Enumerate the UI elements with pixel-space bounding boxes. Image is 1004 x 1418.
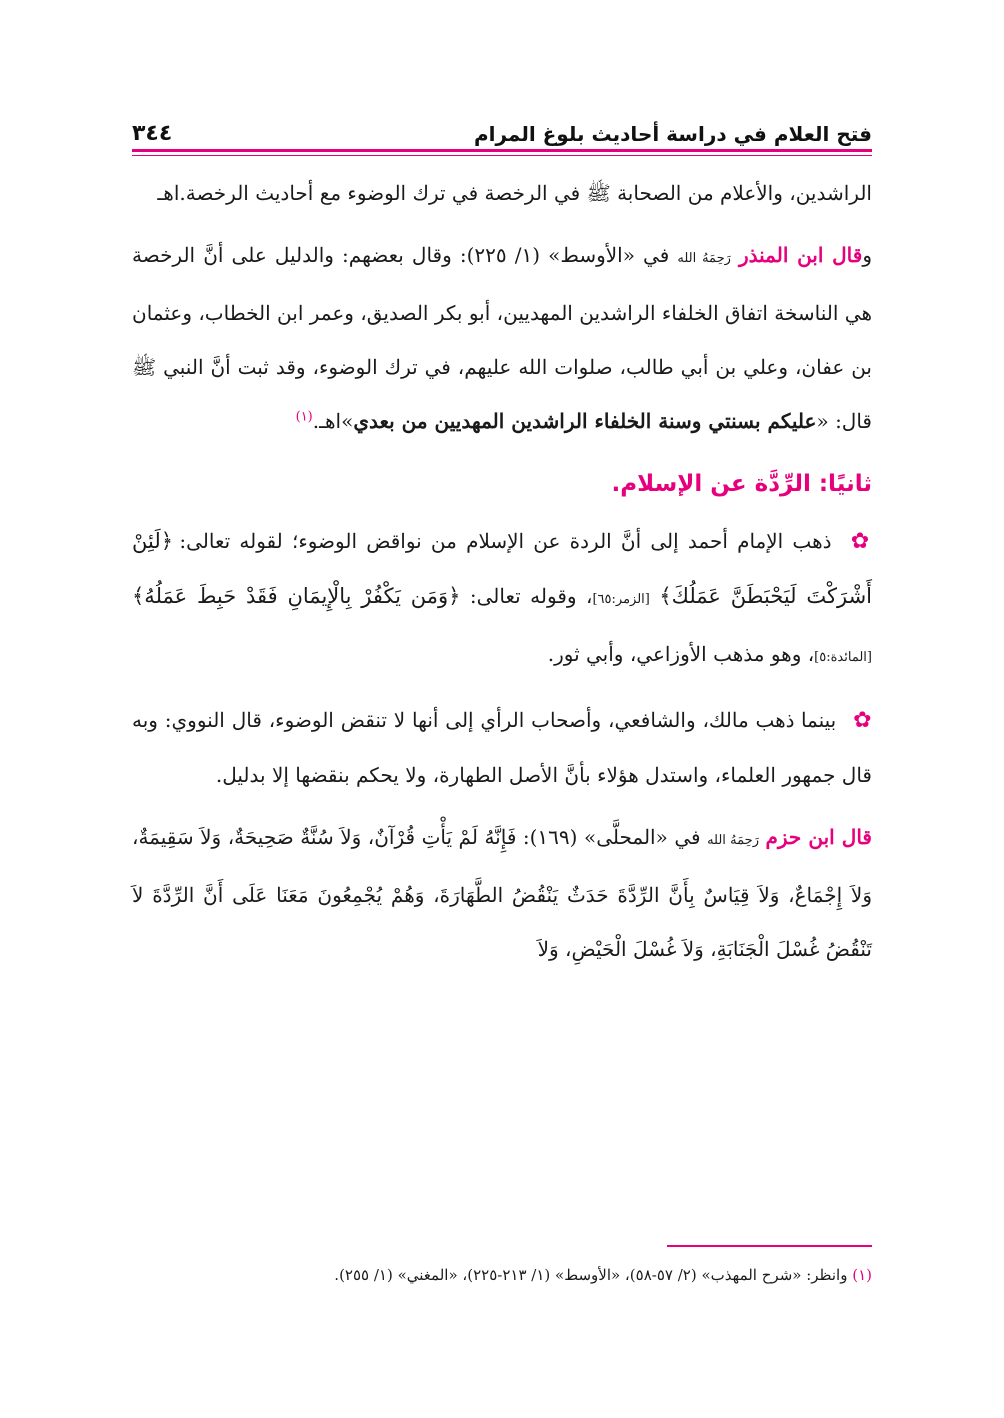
footnote-text: وانظر: «شرح المهذب» (٢/ ٥٧-٥٨)، «الأوسط» (١/ ٢١٣-٢٢٥)، «المغني» (١/ ٢٥٥). <box>334 1266 848 1284</box>
header-rule-thick <box>132 149 872 152</box>
speaker-ibn-al-mundhir: قال ابن المنذر <box>738 243 863 267</box>
verse-reference-2: [المائدة:٥] <box>814 650 872 665</box>
paragraph-5 <box>132 810 872 976</box>
paragraph-3-end: ، وهو مذهب الأوزاعي، وأبي ثور. <box>547 642 815 666</box>
paragraph-1 <box>132 166 872 220</box>
quran-verse-2: ﴿وَمَن يَكْفُرْ بِالْإِيمَانِ فَقَدْ حَبِطَ عَمَلُهُ﴾ <box>132 584 461 608</box>
footnote-separator <box>667 1245 872 1247</box>
flower-bullet-icon: ✿ <box>853 708 872 733</box>
section-heading: ثانيًا: الرِّدَّة عن الإسلام. <box>611 471 872 497</box>
running-title: فتح العلام في دراسة أحاديث بلوغ المرام <box>473 122 872 146</box>
footnote <box>132 1262 872 1288</box>
paragraph-5-text: في «المحلَّى» (١٦٩): فَإِنَّهُ لَمْ يَأْتِ قُرْآنٌ، وَلاَ سُنَّةٌ صَحِيحَةٌ، وَلاَ سَقِيمَةٌ، وَلاَ إِجْمَاعٌ، وَلاَ قِيَاسٌ بِأَنَّ الرِّدَّةَ حَدَثٌ يَنْقُضُ الطَّهَارَةَ، وَهُمْ يُجْمِعُونَ مَعَنَا عَلَى أَنَّ الرِّدَّةَ لاَ تَنْقُضُ غُسْلَ الْجَنَابَةِ، وَلاَ غُسْلَ الْحَيْضِ، وَلاَ <box>132 825 872 961</box>
paragraph-2 <box>132 228 872 448</box>
page-header <box>132 112 872 146</box>
paragraph-2-text: في «الأوسط» (١/ ٢٢٥): وقال بعضهم: والدليل على أنَّ الرخصة هي الناسخة اتفاق الخلفاء الراشدين المهديين، أبو بكر الصديق، وعمر ابن الخطاب، وعثمان بن عفان، وعلي بن أبي طالب، صلوات الله عليهم، في ترك الوضوء، وقد ثبت أنَّ النبي ﷺ قال: « <box>132 243 872 433</box>
paragraph-4-text: بينما ذهب مالك، والشافعي، وأصحاب الرأي إلى أنها لا تنقض الوضوء، قال النووي: وبه قال جمهور العلماء، واستدل هؤلاء بأنَّ الأصل الطهارة، ولا يحكم بنقضها إلا بدليل. <box>132 708 872 787</box>
paragraph-2-ending: »اهـ. <box>312 409 354 433</box>
paragraph-3-text: ذهب الإمام أحمد إلى أنَّ الردة عن الإسلام من نواقض الوضوء؛ لقوله تعالى: <box>179 529 832 553</box>
header-rule-thin <box>132 155 872 156</box>
footnote-number: (١) <box>852 1266 872 1284</box>
honorific-2: رَحِمَهُ الله <box>707 833 759 848</box>
verse-reference-1: [الزمر:٦٥] <box>592 592 650 607</box>
honorific-1: رَحِمَهُ الله <box>677 251 731 266</box>
footnote-reference[interactable]: (١) <box>295 409 313 425</box>
paragraph-1-text: الراشدين، والأعلام من الصحابة ﷺ في الرخصة في ترك الوضوء مع أحاديث الرخصة.اهـ <box>157 181 872 205</box>
paragraph-3-mid: ، وقوله تعالى: <box>469 584 593 608</box>
paragraph-3 <box>132 514 872 685</box>
speaker-ibn-hazm: قال ابن حزم <box>765 825 872 849</box>
paragraph-2-lead: و <box>862 243 872 267</box>
paragraph-4 <box>132 693 872 802</box>
hadith-quote: عليكم بسنتي وسنة الخلفاء الراشدين المهديين من بعدي <box>353 409 817 433</box>
page-body <box>132 166 872 984</box>
quran-verse-1: ﴿لَئِنْ أَشْرَكْتَ لَيَحْبَطَنَّ عَمَلُكَ﴾ <box>132 529 873 608</box>
page-number: ٣٤٤ <box>132 121 173 146</box>
flower-bullet-icon: ✿ <box>850 529 873 554</box>
